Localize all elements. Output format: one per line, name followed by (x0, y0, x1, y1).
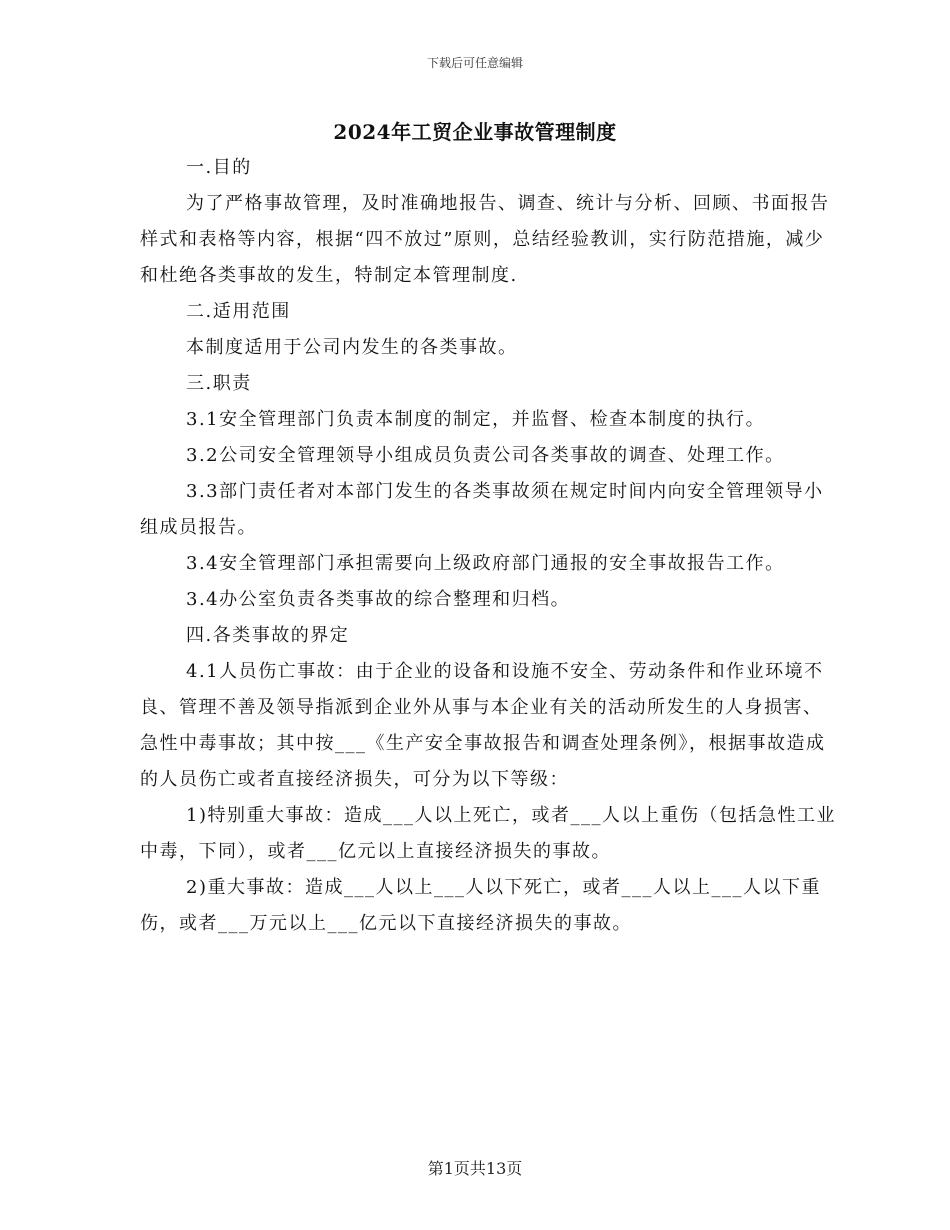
section-heading-scope: 二.适用范围 (186, 301, 291, 322)
paragraph-3-1: 3.1安全管理部门负责本制度的制定，并监督、检查本制度的执行。 (186, 409, 766, 430)
section-heading-definitions: 四.各类事故的界定 (186, 625, 350, 646)
paragraph-3-4a: 3.4安全管理部门承担需要向上级政府部门通报的安全事故报告工作。 (186, 553, 785, 574)
paragraph-grade-1: 1)特别重大事故：造成___人以上死亡，或者___人以上重伤（包括急性工业中毒，下同），或者___亿元以上直接经济损失的事故。 (140, 805, 836, 862)
paragraph-scope: 本制度适用于公司内发生的各类事故。 (186, 337, 518, 358)
paragraph-grade-2: 2)重大事故：造成___人以上___人以下死亡，或者___人以上___人以下重伤，或者___万元以上___亿元以下直接经济损失的事故。 (140, 877, 821, 934)
page-header: 下载后可任意编辑 (426, 56, 523, 70)
paragraph-3-3: 3.3部门责任者对本部门发生的各类事故须在规定时间内向安全管理领导小组成员报告。 (140, 481, 824, 538)
document-title: 2024年工贸企业事故管理制度 (333, 120, 617, 144)
section-heading-responsibilities: 三.职责 (186, 373, 252, 394)
document-body (140, 150, 840, 942)
paragraph-purpose: 为了严格事故管理，及时准确地报告、调查、统计与分析、回顾、书面报告样式和表格等内容，根据“四不放过”原则，总结经验教训，实行防范措施，减少和杜绝各类事故的发生，特制定本管理制度. (140, 193, 830, 286)
section-heading-purpose: 一.目的 (186, 157, 252, 178)
page-number: 第1页共13页 (427, 1159, 523, 1178)
paragraph-3-4b: 3.4办公室负责各类事故的综合整理和归档。 (186, 589, 571, 610)
paragraph-4-1: 4.1人员伤亡事故：由于企业的设备和设施不安全、劳动条件和作业环境不良、管理不善及领导指派到企业外从事与本企业有关的活动所发生的人身损害、急性中毒事故；其中按___《生产安全事故报告和调查处理条例》，根据事故造成的人员伤亡或者直接经济损失，可分为以下等级： (140, 661, 826, 790)
paragraph-3-2: 3.2公司安全管理领导小组成员负责公司各类事故的调查、处理工作。 (186, 445, 785, 466)
